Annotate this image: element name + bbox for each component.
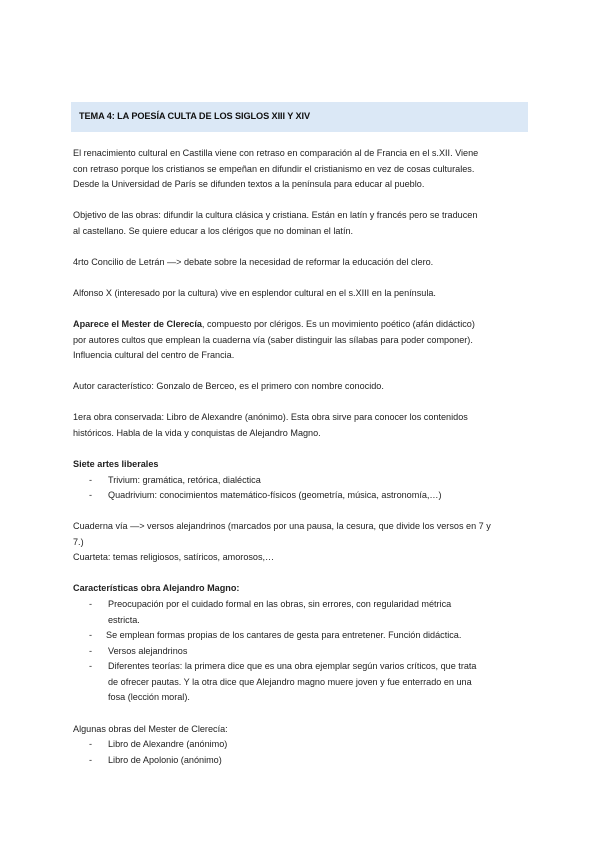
paragraph-objetivo bbox=[73, 208, 529, 239]
paragraph-autor bbox=[73, 379, 529, 395]
list-item-text: Versos alejandrinos bbox=[108, 646, 188, 656]
text-line: 1era obra conservada: Libro de Alexandre (anónimo). Esta obra sirve para conocer los contenidos bbox=[73, 412, 468, 422]
text-line: fosa (lección moral). bbox=[108, 692, 190, 702]
list-dash: - bbox=[89, 646, 93, 656]
heading-siete-artes bbox=[73, 457, 529, 473]
text-line: Desde la Universidad de París se difunden textos a la península para educar al pueblo. bbox=[73, 179, 425, 189]
list-dash: - bbox=[89, 630, 93, 640]
list-item-text: Trivium: gramática, retórica, dialéctica bbox=[108, 475, 261, 485]
paragraph-alfonso bbox=[73, 286, 529, 302]
page-title: TEMA 4: LA POESÍA CULTA DE LOS SIGLOS XIII Y XIV bbox=[79, 111, 311, 121]
text-line: Preocupación por el cuidado formal en las obras, sin errores, con regularidad métrica bbox=[108, 599, 452, 609]
text-line: Alfonso X (interesado por la cultura) vive en esplendor cultural en el s.XIII en la península. bbox=[73, 288, 436, 298]
list-dash: - bbox=[89, 490, 93, 500]
list-dash: - bbox=[89, 475, 93, 485]
heading-obras bbox=[73, 722, 529, 738]
paragraph-cuaderna bbox=[73, 519, 529, 566]
text-line: con retraso porque los cristianos se empeñan en difundir el cristianismo en vez de cosas culturales. bbox=[73, 163, 475, 174]
list-dash: - bbox=[89, 661, 93, 671]
list-item-text: Libro de Alexandre (anónimo) bbox=[108, 739, 228, 749]
text-line: Diferentes teorías: la primera dice que es una obra ejemplar según varios críticos, que trata bbox=[108, 661, 477, 671]
text-line: 4rto Concilio de Letrán —> debate sobre la necesidad de reformar la educación del clero. bbox=[73, 257, 434, 267]
text-line: Cuaderna vía —> versos alejandrinos (marcados por una pausa, la cesura, que divide los versos en 7 y bbox=[73, 521, 491, 531]
section-heading: Siete artes liberales bbox=[73, 459, 159, 469]
list-dash: - bbox=[89, 599, 93, 609]
list-dash: - bbox=[89, 755, 93, 765]
text-line: Cuarteta: temas religiosos, satíricos, amorosos,… bbox=[73, 552, 275, 562]
text-line: 7.) bbox=[73, 536, 84, 547]
text-line: Autor característico: Gonzalo de Berceo, es el primero con nombre conocido. bbox=[73, 381, 384, 391]
paragraph-mester bbox=[73, 317, 529, 364]
list-item-text: Quadrivium: conocimientos matemático-físicos (geometría, música, astronomía,…) bbox=[108, 490, 442, 500]
text-line: por autores cultos que emplean la cuaderna vía (saber distinguir las sílabas para poder componer). bbox=[73, 334, 473, 345]
text-line: de ofrecer pautas. Y la otra dice que Alejandro magno muere joven y fue enterrado en una bbox=[108, 676, 472, 687]
bold-phrase: Aparece el Mester de Clerecía bbox=[73, 319, 202, 329]
heading-caracteristicas bbox=[73, 581, 529, 597]
text-line: al castellano. Se quiere educar a los clérigos que no dominan el latín. bbox=[73, 225, 354, 236]
text-line: históricos. Habla de la vida y conquistas de Alejandro Magno. bbox=[73, 427, 321, 438]
section-heading: Algunas obras del Mester de Clerecía: bbox=[73, 724, 228, 734]
text-run: , compuesto por clérigos. Es un movimiento poético (afán didáctico) bbox=[201, 319, 475, 329]
list-item-text: Se emplean formas propias de los cantares de gesta para entretener. Función didáctica. bbox=[106, 630, 462, 640]
text-line bbox=[73, 317, 529, 333]
paragraph-concilio bbox=[73, 255, 529, 271]
section-heading: Características obra Alejandro Magno: bbox=[73, 583, 240, 593]
list-dash: - bbox=[89, 739, 93, 749]
text-line: El renacimiento cultural en Castilla viene con retraso en comparación al de Francia en el s.XII. Viene bbox=[73, 148, 479, 158]
text-line: Influencia cultural del centro de Francia. bbox=[73, 350, 235, 360]
title-banner bbox=[71, 102, 528, 132]
text-line: estricta. bbox=[108, 614, 140, 625]
text-line: Objetivo de las obras: difundir la cultura clásica y cristiana. Están en latín y francés pero se traducen bbox=[73, 210, 478, 220]
list-item-text bbox=[108, 597, 529, 628]
paragraph-renacimiento bbox=[73, 146, 529, 193]
list-item-text: Libro de Apolonio (anónimo) bbox=[108, 755, 222, 765]
paragraph-primera-obra bbox=[73, 410, 529, 441]
list-item-text bbox=[108, 659, 529, 706]
